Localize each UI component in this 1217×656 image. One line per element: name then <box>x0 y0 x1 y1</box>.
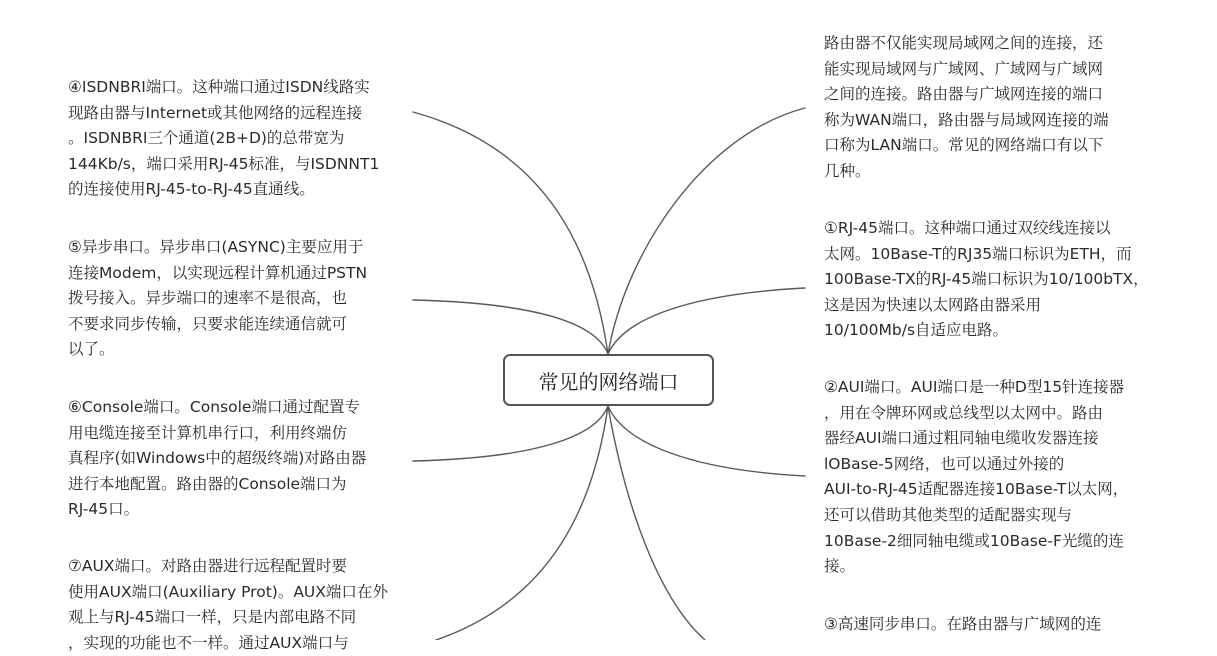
node-text-line: 之间的连接。路由器与广域网连接的端口 <box>824 85 1104 104</box>
connector-async <box>413 300 608 354</box>
node-sync-serial <box>824 612 1101 638</box>
node-aui <box>824 375 1128 580</box>
node-text-line: 以了。 <box>68 340 115 359</box>
node-text-line: ，实现的功能也不一样。通过AUX端口与 <box>68 633 349 652</box>
node-isdn-bri <box>68 75 379 203</box>
node-async <box>68 235 367 363</box>
node-text-line: 接。 <box>824 557 856 576</box>
node-text-line: ②AUI端口。AUI端口是一种D型15针连接器 <box>824 378 1125 396</box>
node-text-line: RJ-45口。 <box>68 500 140 519</box>
node-text-line: 能实现局域网与广域网、广域网与广域网 <box>824 59 1104 78</box>
central-topic-node <box>503 354 714 406</box>
connector-console <box>413 406 608 461</box>
node-text-line: ⑥Console端口。Console端口通过配置专 <box>68 398 360 416</box>
node-text-line: ⑦AUX端口。对路由器进行远程配置时要 <box>68 557 347 575</box>
node-text-line: 144Kb/s，端口采用RJ-45标准，与ISDNNT1 <box>68 154 380 173</box>
node-text-line: 还可以借助其他类型的适配器实现与 <box>824 505 1073 524</box>
node-text-line: 现路由器与Internet或其他网络的远程连接 <box>68 103 363 122</box>
node-text-line: 拨号接入。异步端口的速率不是很高，也 <box>68 289 348 308</box>
node-text-line: 太网。10Base-T的RJ35端口标识为ETH，而 <box>824 244 1132 263</box>
node-console <box>68 395 366 523</box>
node-text-line: ①RJ-45端口。这种端口通过双绞线连接以 <box>824 219 1111 237</box>
node-text-line: 10/100Mb/s自适应电路。 <box>824 321 1009 340</box>
node-text-line: 使用AUX端口(Auxiliary Prot)。AUX端口在外 <box>68 582 388 601</box>
node-text-line: 不要求同步传输，只要求能连续通信就可 <box>68 314 348 333</box>
node-text-line: 称为WAN端口，路由器与局域网连接的端 <box>824 110 1109 129</box>
node-text-line: 观上与RJ-45端口一样，只是内部电路不同 <box>68 608 357 627</box>
node-text-line: ⑤异步串口。异步串口(ASYNC)主要应用于 <box>68 238 364 256</box>
node-text-line: ，用在令牌环网或总线型以太网中。路由 <box>824 403 1104 422</box>
node-text-line: 进行本地配置。路由器的Console端口为 <box>68 474 347 493</box>
node-text-line: 真程序(如Windows中的超级终端)对路由器 <box>68 449 367 468</box>
node-text-line: 的连接使用RJ-45-to-RJ-45直通线。 <box>68 180 315 199</box>
connector-aui <box>608 406 805 476</box>
node-text-line: 路由器不仅能实现局域网之间的连接，还 <box>824 34 1104 52</box>
node-text-line: ③高速同步串口。在路由器与广域网的连 <box>824 615 1102 633</box>
node-rj45 <box>824 216 1149 344</box>
node-text-line: 口称为LAN端口。常见的网络端口有以下 <box>824 136 1104 155</box>
connector-aux <box>436 406 608 640</box>
connector-rj45 <box>608 288 805 354</box>
node-intro <box>824 31 1109 185</box>
central-topic-title: 常见的网络端口 <box>538 369 679 394</box>
node-text-line: 几种。 <box>824 161 871 180</box>
node-text-line: 器经AUI端口通过粗同轴电缆收发器连接 <box>824 429 1099 448</box>
connector-isdn-bri <box>413 112 608 354</box>
node-text-line: ④ISDNBRI端口。这种端口通过ISDN线路实 <box>68 78 370 96</box>
node-text-line: 这是因为快速以太网路由器采用 <box>824 295 1042 314</box>
node-text-line: 用电缆连接至计算机串行口，利用终端仿 <box>68 423 348 442</box>
connector-intro <box>608 108 805 354</box>
node-text-line: 。ISDNBRI三个通道(2B+D)的总带宽为 <box>68 129 345 148</box>
node-text-line: lOBase-5网络，也可以通过外接的 <box>824 454 1065 473</box>
node-text-line: 10Base-2细同轴电缆或10Base-F光缆的连 <box>824 531 1124 550</box>
node-text-line: 连接Modem，以实现远程计算机通过PSTN <box>68 263 368 282</box>
node-aux <box>68 554 388 656</box>
connector-sync-serial <box>608 406 705 640</box>
node-text-line: AUI-to-RJ-45适配器连接10Base-T以太网， <box>824 480 1129 499</box>
node-text-line: 100Base-TX的RJ-45端口标识为10/100bTX， <box>824 270 1149 289</box>
